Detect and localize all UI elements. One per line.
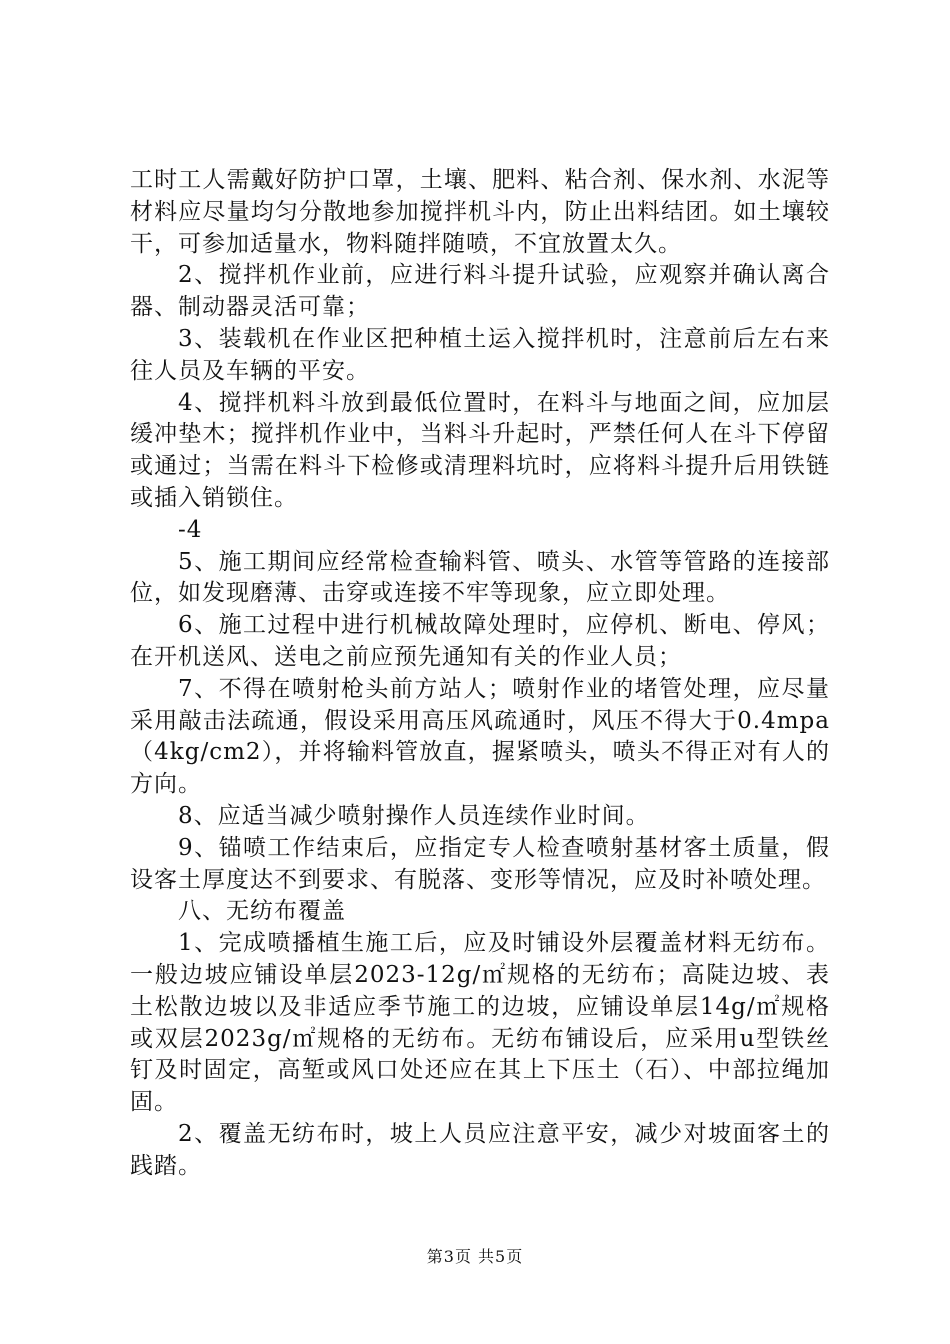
paragraph-continuation: 工时工人需戴好防护口罩，土壤、肥料、粘合剂、保水剂、水泥等材料应尽量均匀分散地参加搅拌机斗内，防止出料结团。如土壤较干，可参加适量水，物料随拌随喷，不宜放置太久。 <box>130 167 830 257</box>
paragraph-section8-item-1: 1、完成喷播植生施工后，应及时铺设外层覆盖材料无纺布。一般边坡应铺设单层2023-12g/㎡规格的无纺布；高陡边坡、表土松散边坡以及非适应季节施工的边坡，应铺设单层14g/㎡规格或双层2023g/㎡规格的无纺布。无纺布铺设后，应采用u型铁丝钉及时固定，高堑或风口处还应在其上下压土（石）、中部拉绳加固。 <box>130 930 830 1116</box>
paragraph-item-6: 6、施工过程中进行机械故障处理时，应停机、断电、停风；在开机送风、送电之前应预先通知有关的作业人员； <box>130 612 830 670</box>
paragraph-item-2: 2、搅拌机作业前，应进行料斗提升试验，应观察并确认离合器、制动器灵活可靠； <box>130 262 830 321</box>
paragraph-item-4: 4、搅拌机料斗放到最低位置时，在料斗与地面之间，应加层缓冲垫木；搅拌机作业中，当料斗升起时，严禁任何人在斗下停留或通过；当需在料斗下检修或清理料坑时，应将料斗提升后用铁链或插入销锁住。 <box>130 389 830 511</box>
section-heading: 八、无纺布覆盖 <box>178 898 346 925</box>
document-body <box>130 165 830 1183</box>
paragraph-section8-item-2: 2、覆盖无纺布时，坡上人员应注意平安，减少对坡面客土的践踏。 <box>130 1120 830 1179</box>
paragraph-item-3: 3、装载机在作业区把种植土运入搅拌机时，注意前后左右来往人员及车辆的平安。 <box>130 325 830 384</box>
page-marker: -4 <box>178 516 203 543</box>
paragraph-item-7: 7、不得在喷射枪头前方站人；喷射作业的堵管处理，应尽量采用敲击法疏通，假设采用高压风疏通时，风压不得大于0.4mpa（4kg/cm2），并将输料管放直，握紧喷头，喷头不得正对有人的方向。 <box>130 675 830 798</box>
paragraph-item-9: 9、锚喷工作结束后，应指定专人检查喷射基材客土质量，假设客土厚度达不到要求、有脱落、变形等情况，应及时补喷处理。 <box>130 834 830 893</box>
paragraph-item-8: 8、应适当减少喷射操作人员连续作业时间。 <box>178 802 650 829</box>
page-footer: 第3页 共5页 <box>426 1247 524 1266</box>
paragraph-item-5: 5、施工期间应经常检查输料管、喷头、水管等管路的连接部位，如发现磨薄、击穿或连接不牢等现象，应立即处理。 <box>130 548 830 607</box>
